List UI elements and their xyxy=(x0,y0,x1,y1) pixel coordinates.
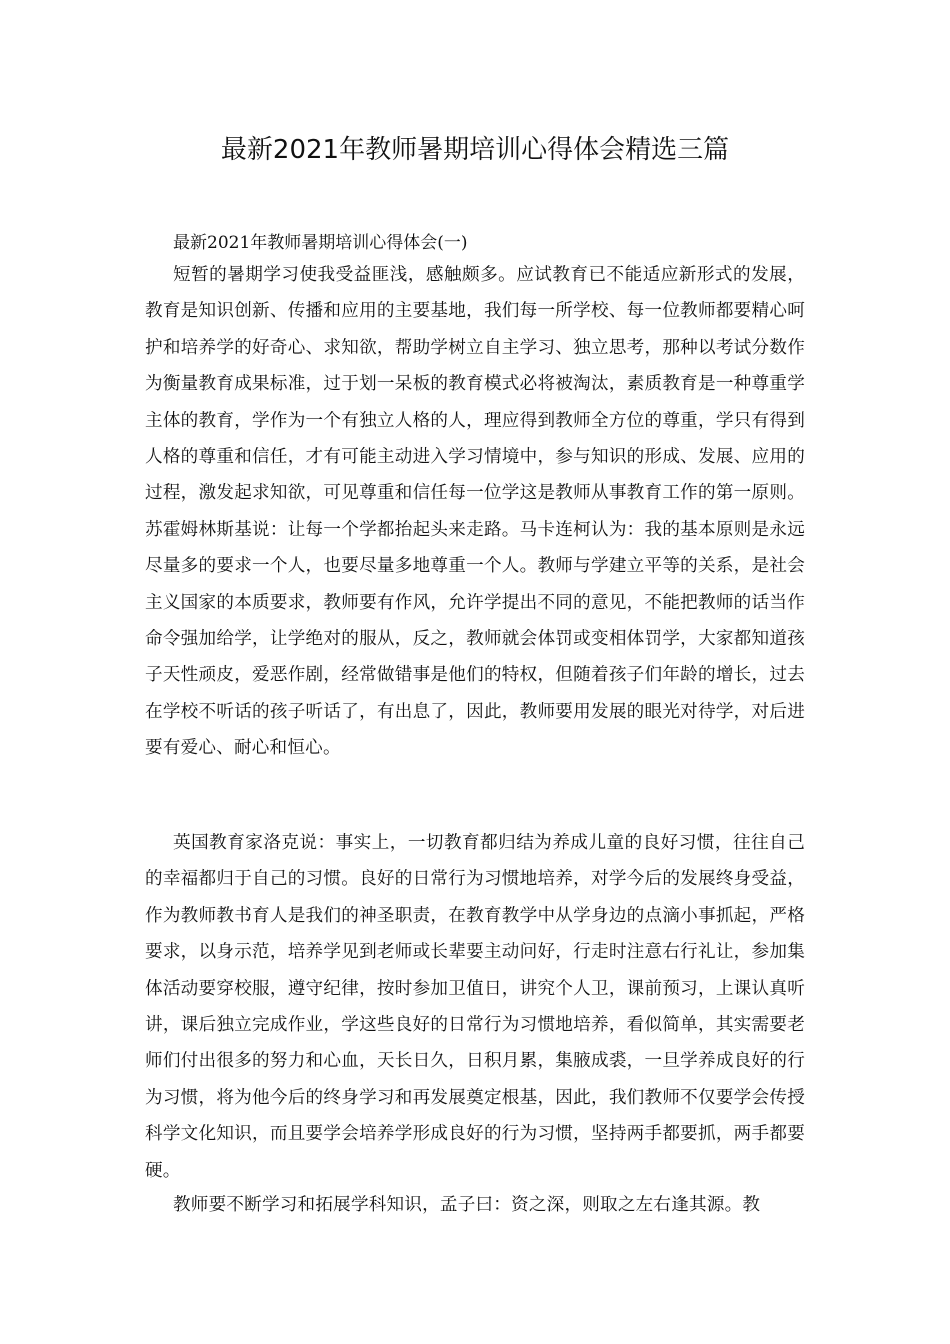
paragraph-1: 短暂的暑期学习使我受益匪浅，感触颇多。应试教育已不能适应新形式的发展，教育是知识创新、传播和应用的主要基地，我们每一所学校、每一位教师都要精心呵护和培养学的好奇心、求知欲，帮助学树立自主学习、独立思考，那种以考试分数作为衡量教育成果标准，过于划一呆板的教育模式必将被淘汰，素质教育是一种尊重学主体的教育，学作为一个有独立人格的人，理应得到教师全方位的尊重，学只有得到人格的尊重和信任，才有可能主动进入学习情境中，参与知识的形成、发展、应用的过程，激发起求知欲，可见尊重和信任每一位学这是教师从事教育工作的第一原则。苏霍姆林斯基说：让每一个学都抬起头来走路。马卡连柯认为：我的基本原则是永远尽量多的要求一个人，也要尽量多地尊重一个人。教师与学建立平等的关系，是社会主义国家的本质要求，教师要有作风，允许学提出不同的意见，不能把教师的话当作命令强加给学，让学绝对的服从，反之，教师就会体罚或变相体罚学，大家都知道孩子天性顽皮，爱恶作剧，经常做错事是他们的特权，但随着孩子们年龄的增长，过去在学校不听话的孩子听话了，有出息了，因此，教师要用发展的眼光对待学，对后进要有爱心、耐心和恒心。 xyxy=(145,265,805,759)
paragraph-2: 英国教育家洛克说：事实上，一切教育都归结为养成儿童的良好习惯，往往自己的幸福都归于自己的习惯。良好的日常行为习惯地培养，对学今后的发展终身受益，作为教师教书育人是我们的神圣职责，在教育教学中从学身边的点滴小事抓起，严格要求，以身示范，培养学见到老师或长辈要主动问好，行走时注意右行礼让，参加集体活动要穿校服，遵守纪律，按时参加卫值日，讲究个人卫，课前预习，上课认真听讲，课后独立完成作业，学这些良好的日常行为习惯地培养，看似简单，其实需要老师们付出很多的努力和心血，天长日久，日积月累，集腋成裘，一旦学养成良好的行为习惯，将为他今后的终身学习和再发展奠定根基，因此，我们教师不仅要学会传授科学文化知识，而且要学会培养学形成良好的行为习惯，坚持两手都要抓，两手都要硬。 xyxy=(145,833,805,1181)
document-title: 最新2021年教师暑期培训心得体会精选三篇 xyxy=(220,135,730,165)
section-heading: 最新2021年教师暑期培训心得体会(一) xyxy=(173,233,468,253)
paragraph-3: 教师要不断学习和拓展学科知识，孟子曰：资之深，则取之左右逢其源。教 xyxy=(173,1195,761,1215)
